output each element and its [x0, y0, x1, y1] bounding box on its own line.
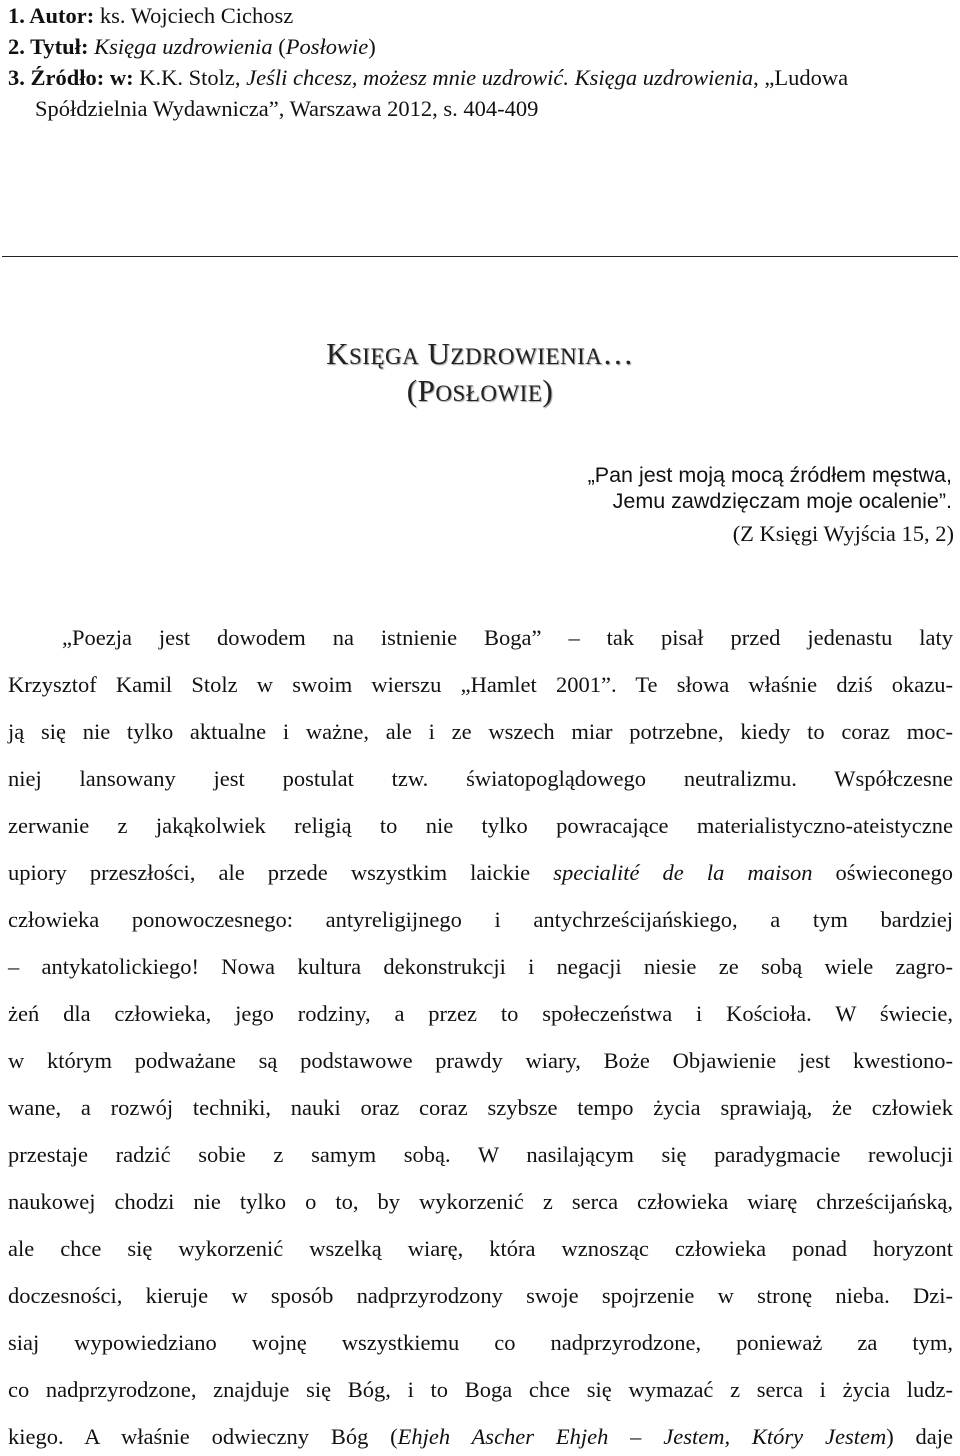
body-line: siaj wypowiedziano wojnę wszystkiemu co nadprzyrodzone, ponieważ za tym,	[8, 1330, 953, 1355]
title-line	[8, 31, 948, 62]
body-line: „Poezja jest dowodem na istnienie Boga” – tak pisał przed jedenastu laty	[62, 625, 953, 650]
source-value-1: K.K. Stolz, Jeśli chcesz, możesz mnie uzdrowić. Księga uzdrowienia, „Ludowa	[139, 65, 849, 90]
document-metadata	[8, 0, 948, 124]
body-line: – antykatolickiego! Nowa kultura dekonstrukcji i negacji niesie ze sobą wiele zagro-	[8, 954, 953, 979]
document-subtitle: (POSŁOWIE)	[406, 373, 554, 408]
body-line: niej lansowany jest postulat tzw. światopoglądowego neutralizmu. Współczesne	[8, 766, 953, 791]
source-line-continued	[8, 93, 948, 124]
body-line: ją się nie tylko aktualne i ważne, ale i ze wszech miar potrzebne, kiedy to coraz moc-	[8, 719, 953, 744]
body-line: Krzysztof Kamil Stolz w swoim wierszu „Hamlet 2001”. Te słowa właśnie dziś okazu-	[8, 672, 953, 697]
document-title: KSIĘGA UZDROWIENIA…	[326, 336, 634, 371]
body-line: ale chce się wykorzenić wszelką wiarę, która wznosząc człowieka ponad horyzont	[8, 1236, 953, 1261]
body-line: doczesności, kieruje w sposób nadprzyrodzony swoje spojrzenie w stronę nieba. Dzi-	[8, 1283, 953, 1308]
body-line: zerwanie z jakąkolwiek religią to nie tylko powracające materialistyczno-ateistyczne	[8, 813, 953, 838]
body-line: naukowej chodzi nie tylko o to, by wykorzenić z serca człowieka wiarę chrześcijańską,	[8, 1189, 953, 1214]
motto-line-1: „Pan jest moją mocą źródłem męstwa,	[587, 463, 952, 487]
title-value: Księga uzdrowienia (Posłowie)	[94, 34, 376, 59]
source-line	[8, 62, 948, 93]
body-line: upiory przeszłości, ale przede wszystkim laickie specialité de la maison oświeconego	[8, 860, 954, 885]
author-value: ks. Wojciech Cichosz	[99, 3, 294, 28]
source-label: 3. Źródło: w:	[8, 65, 134, 90]
body-line: co nadprzyrodzone, znajduje się Bóg, i to Boga chce się wymazać z serca i życia ludz-	[8, 1377, 953, 1402]
source-value-2: Spółdzielnia Wydawnicza”, Warszawa 2012, s. 404-409	[35, 96, 539, 121]
body-line: w którym podważane są podstawowe prawdy wiary, Boże Objawienie jest kwestiono-	[8, 1048, 953, 1073]
title-label: 2. Tytuł:	[8, 34, 89, 59]
author-line	[8, 0, 948, 31]
body-line: człowieka ponowoczesnego: antyreligijnego i antychrześcijańskiego, a tym bardziej	[8, 907, 953, 932]
author-label: 1. Autor:	[8, 3, 95, 28]
body-line: wane, a rozwój techniki, nauki oraz coraz szybsze tempo życia sprawiają, że człowiek	[8, 1095, 953, 1120]
horizontal-divider	[2, 256, 958, 257]
motto-source: (Z Księgi Wyjścia 15, 2)	[732, 521, 954, 546]
body-line: kiego. A właśnie odwieczny Bóg (Ehjeh Ascher Ehjeh – Jestem, Który Jestem) daje	[8, 1424, 953, 1449]
body-line: przestaje radzić sobie z samym sobą. W nasilającym się paradygmacie rewolucji	[8, 1142, 953, 1167]
motto-line-2: Jemu zawdzięczam moje ocalenie”.	[612, 489, 952, 513]
body-line: żeń dla człowieka, jego rodziny, a przez to społeczeństwa i Kościoła. W świecie,	[8, 1001, 953, 1026]
